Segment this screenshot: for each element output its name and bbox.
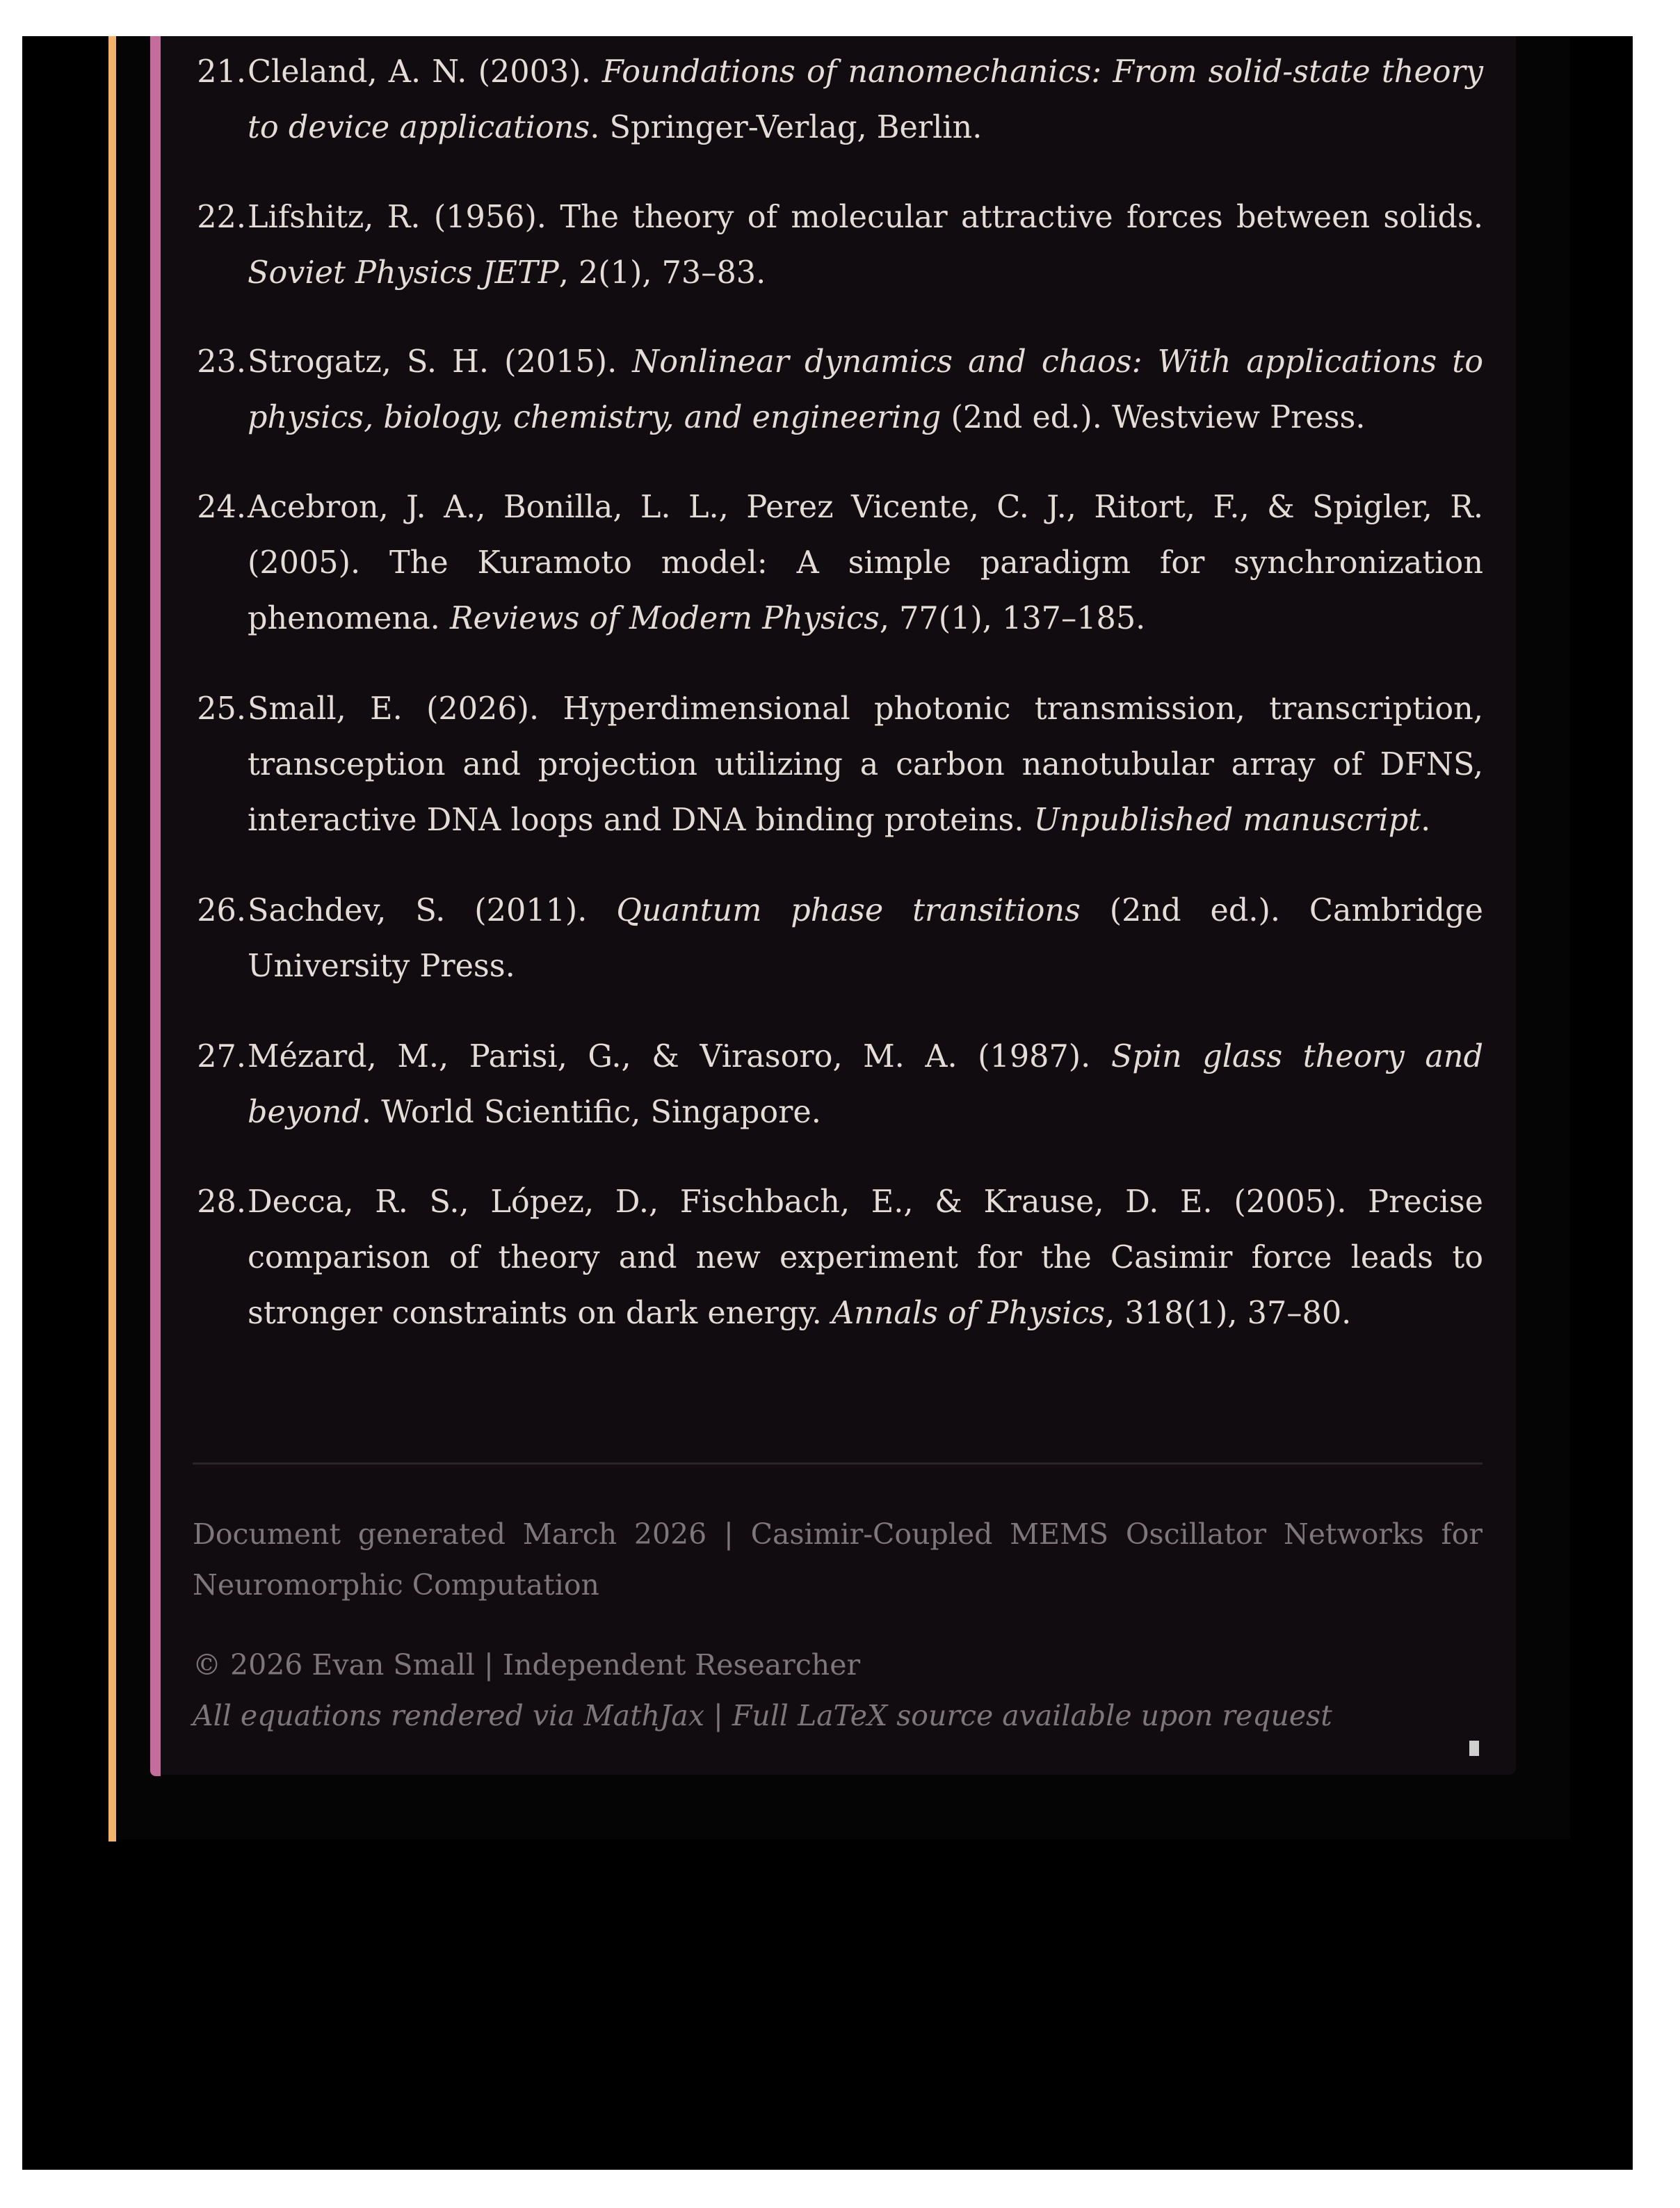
reference-title: Foundations of nanomechanics: From solid-state theory to device applications — [248, 54, 1483, 145]
reference-text: Cleland, A. N. (2003). Foundations of nanomechanics: From solid-state theory to device applications. Springer-Verlag, Berlin. — [248, 54, 1483, 145]
reference-text: Sachdev, S. (2011). Quantum phase transitions (2nd ed.). Cambridge University Press. — [248, 893, 1483, 984]
reference-number: 28. — [197, 1184, 246, 1220]
reference-26 — [192, 883, 1483, 994]
reference-number: 24. — [197, 490, 246, 525]
reference-text: Mézard, M., Parisi, G., & Virasoro, M. A. (1987). Spin glass theory and beyond. World Scientific, Singapore. — [248, 1039, 1483, 1130]
reference-text: Decca, R. S., López, D., Fischbach, E., & Krause, D. E. (2005). Precise comparison of theory and new experiment for the Casimir force leads to stronger constraints on dark energy. Annals of Physics, 318(1), 37–80. — [248, 1184, 1483, 1331]
reference-journal: Reviews of Modern Physics — [449, 601, 880, 636]
page-marker — [1469, 1741, 1479, 1756]
reference-title: Nonlinear dynamics and chaos: With applications to physics, biology, chemistry, and engineering — [248, 344, 1483, 435]
reference-journal: Soviet Physics JETP — [248, 255, 559, 291]
gold-accent-rule — [108, 36, 116, 1842]
footer-divider — [193, 1462, 1483, 1465]
reference-24 — [192, 480, 1483, 647]
reference-27 — [192, 1029, 1483, 1141]
reference-text: Lifshitz, R. (1956). The theory of molecular attractive forces between solids. Soviet Physics JETP, 2(1), 73–83. — [248, 200, 1483, 291]
reference-text: Acebron, J. A., Bonilla, L. L., Perez Vicente, C. J., Ritort, F., & Spigler, R. (2005). The Kuramoto model: A simple paradigm for synchronization phenomena. Reviews of Modern Physics, 77(1), 137–185. — [248, 490, 1483, 636]
reference-25 — [192, 682, 1483, 848]
reference-number: 23. — [197, 344, 246, 380]
reference-number: 27. — [197, 1039, 246, 1074]
footer-generated: Document generated March 2026 | Casimir-Coupled MEMS Oscillator Networks for Neuromorphic Computation — [193, 1517, 1483, 1602]
reference-number: 22. — [197, 200, 246, 235]
footer-copyright: © 2026 Evan Small | Independent Researcher — [193, 1648, 861, 1682]
reference-number: 26. — [197, 893, 246, 928]
reference-number: 25. — [197, 691, 246, 727]
reference-22 — [192, 190, 1483, 301]
reference-text: Strogatz, S. H. (2015). Nonlinear dynamics and chaos: With applications to physics, biology, chemistry, and engineering (2nd ed.). Westview Press. — [248, 344, 1483, 435]
reference-title: Spin glass theory and beyond — [248, 1039, 1483, 1130]
reference-journal: Annals of Physics — [831, 1296, 1106, 1331]
reference-28 — [192, 1175, 1483, 1341]
pink-accent-rule — [150, 36, 161, 1776]
document-page — [22, 36, 1633, 2170]
footer-note: All equations rendered via MathJax | Full LaTeX source available upon request — [193, 1699, 1332, 1732]
reference-text: Small, E. (2026). Hyperdimensional photonic transmission, transcription, transception and projection utilizing a carbon nanotubular array of DFNS, interactive DNA loops and DNA binding proteins. Unpublished manuscript. — [248, 691, 1483, 838]
reference-title: Quantum phase transitions — [616, 893, 1081, 928]
reference-number: 21. — [197, 54, 246, 90]
reference-status: Unpublished manuscript — [1033, 803, 1421, 838]
reference-21 — [192, 45, 1483, 156]
reference-23 — [192, 335, 1483, 446]
